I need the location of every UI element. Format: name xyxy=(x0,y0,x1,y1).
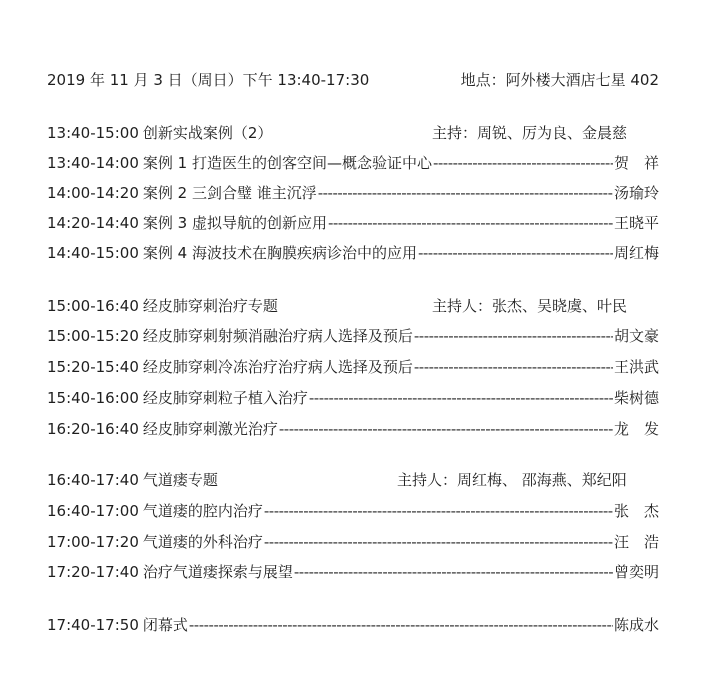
agenda-item-time: 14:00-14:20 xyxy=(47,184,139,202)
agenda-item-speaker: 贺 祥 xyxy=(613,154,659,172)
agenda-item-time: 17:40-17:50 xyxy=(47,616,139,634)
agenda-item-speaker: 曾奕明 xyxy=(613,563,659,581)
agenda-item-time: 16:40-17:00 xyxy=(47,502,139,520)
session-header xyxy=(47,121,659,145)
closing-item xyxy=(47,613,659,637)
agenda-item xyxy=(47,241,659,265)
agenda-item xyxy=(47,211,659,235)
session-time: 16:40-17:40 xyxy=(47,471,139,489)
agenda-item-speaker: 胡文豪 xyxy=(613,327,659,345)
agenda-item-time: 15:20-15:40 xyxy=(47,358,139,376)
agenda-item-speaker: 王洪武 xyxy=(613,358,659,376)
dotted-leader xyxy=(264,530,613,554)
schedule-location: 地点：阿外楼大酒店七星 402 xyxy=(460,71,659,89)
agenda-item-title: 经皮肺穿刺冷冻治疗治疗病人选择及预后 xyxy=(142,358,413,376)
dotted-leader xyxy=(328,211,613,235)
agenda-item-time: 17:20-17:40 xyxy=(47,563,139,581)
dotted-leader xyxy=(418,241,613,265)
dotted-leader xyxy=(414,324,613,348)
session-host: 主持人：周红梅、 邵海燕、郑纪阳 xyxy=(397,471,627,489)
agenda-item-time: 17:00-17:20 xyxy=(47,533,139,551)
session-header xyxy=(47,468,659,492)
agenda-item xyxy=(47,181,659,205)
agenda-item xyxy=(47,386,659,410)
dotted-leader xyxy=(294,560,613,584)
schedule-header xyxy=(47,68,659,92)
session-header xyxy=(47,294,659,318)
agenda-item xyxy=(47,530,659,554)
agenda-item xyxy=(47,324,659,348)
agenda-item-time: 13:40-14:00 xyxy=(47,154,139,172)
dotted-leader xyxy=(279,417,613,441)
dotted-leader xyxy=(433,151,613,175)
agenda-item-speaker: 汤瑜玲 xyxy=(613,184,659,202)
agenda-item-speaker: 陈成水 xyxy=(613,616,659,634)
agenda-item-time: 16:20-16:40 xyxy=(47,420,139,438)
session-host: 主持：周锐、厉为良、金晨慈 xyxy=(432,124,628,142)
agenda-item-title: 治疗气道瘘探索与展望 xyxy=(142,563,293,581)
dotted-leader xyxy=(414,355,613,379)
agenda-item xyxy=(47,151,659,175)
agenda-item-speaker: 王晓平 xyxy=(613,214,659,232)
agenda-item-title: 案例 2 三剑合璧 谁主沉浮 xyxy=(142,184,317,202)
session-time: 15:00-16:40 xyxy=(47,297,139,315)
agenda-item-speaker: 张 杰 xyxy=(613,502,659,520)
agenda-item-speaker: 周红梅 xyxy=(613,244,659,262)
agenda-item-title: 经皮肺穿刺射频消融治疗病人选择及预后 xyxy=(142,327,413,345)
agenda-item xyxy=(47,499,659,523)
agenda-item-title: 案例 1 打造医生的创客空间—概念验证中心 xyxy=(142,154,432,172)
agenda-item-title: 案例 3 虚拟导航的创新应用 xyxy=(142,214,327,232)
agenda-item-speaker: 柴树德 xyxy=(613,389,659,407)
session-title: 经皮肺穿刺治疗专题 xyxy=(142,297,278,315)
agenda-item xyxy=(47,560,659,584)
schedule-date: 2019 年 11 月 3 日（周日）下午 13:40-17:30 xyxy=(47,71,370,89)
agenda-item-time: 14:40-15:00 xyxy=(47,244,139,262)
session-time: 13:40-15:00 xyxy=(47,124,139,142)
agenda-item xyxy=(47,355,659,379)
session-host: 主持人：张杰、吴晓虞、叶民 xyxy=(432,297,628,315)
agenda-item-title: 闭幕式 xyxy=(142,616,188,634)
agenda-item-speaker: 汪 浩 xyxy=(613,533,659,551)
dotted-leader xyxy=(264,499,613,523)
agenda-item-title: 气道瘘的腔内治疗 xyxy=(142,502,263,520)
agenda-item xyxy=(47,417,659,441)
agenda-item-time: 15:00-15:20 xyxy=(47,327,139,345)
agenda-item-time: 15:40-16:00 xyxy=(47,389,139,407)
agenda-item-title: 经皮肺穿刺粒子植入治疗 xyxy=(142,389,308,407)
session-title: 气道瘘专题 xyxy=(142,471,218,489)
agenda-item-speaker: 龙 发 xyxy=(613,420,659,438)
agenda-item-title: 经皮肺穿刺激光治疗 xyxy=(142,420,278,438)
agenda-item-title: 气道瘘的外科治疗 xyxy=(142,533,263,551)
agenda-item-time: 14:20-14:40 xyxy=(47,214,139,232)
dotted-leader xyxy=(189,613,613,637)
agenda-item-title: 案例 4 海波技术在胸膜疾病诊治中的应用 xyxy=(142,244,417,262)
dotted-leader xyxy=(318,181,613,205)
dotted-leader xyxy=(309,386,613,410)
session-title: 创新实战案例（2） xyxy=(142,124,273,142)
